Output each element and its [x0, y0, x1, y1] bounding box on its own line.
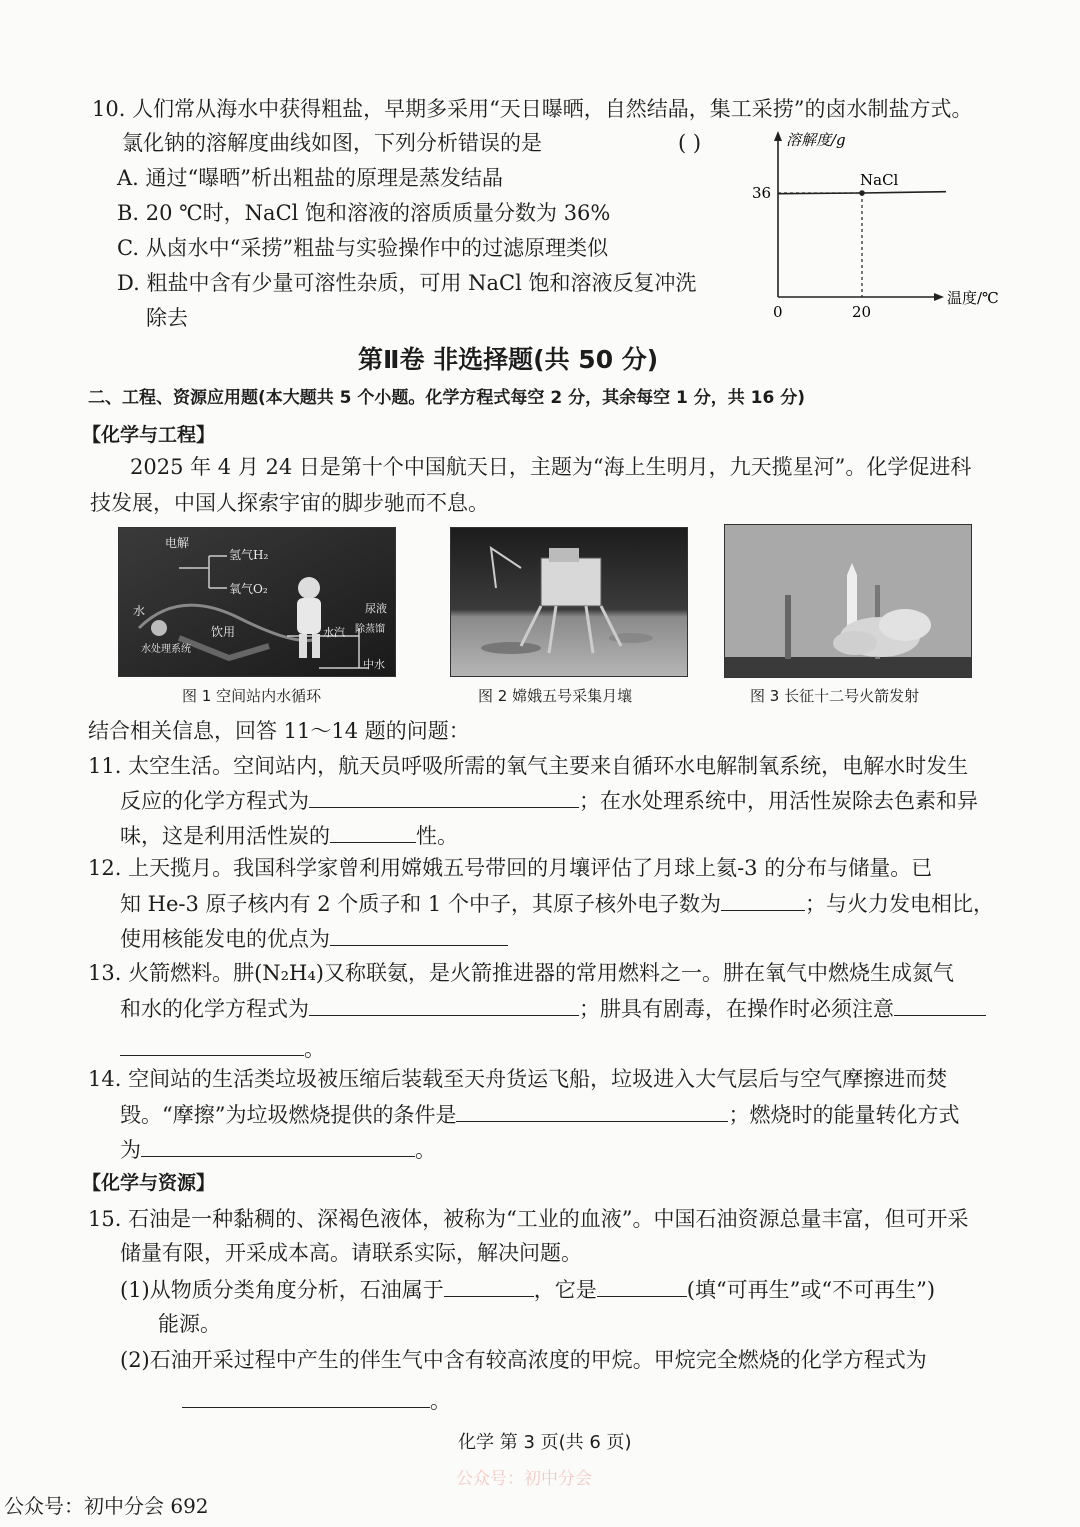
q14-line2: 毁。“摩擦”为垃圾燃烧提供的条件是 ；燃烧时的能量转化方式 — [120, 1099, 959, 1130]
x-axis-label: 温度/℃ — [947, 289, 999, 307]
fig1-label-electrolysis: 电解 — [165, 536, 190, 550]
fig1-label-oxygen: 氧气O₂ — [229, 582, 268, 596]
q15-renewable-blank[interactable] — [597, 1274, 687, 1297]
q10-option-b: B. 20 ℃时，NaCl 饱和溶液的溶质质量分数为 36% — [117, 201, 611, 225]
q13-equation-blank[interactable] — [309, 993, 579, 1016]
q10-line1: 10. 人们常从海水中获得粗盐，早期多采用“天日曝晒，自然结晶，集工采捞”的卤水制盐方式。 — [92, 97, 973, 121]
origin-label: 0 — [773, 303, 783, 321]
q15-class-blank[interactable] — [444, 1274, 534, 1297]
q13-caution-blank-a[interactable] — [894, 993, 986, 1016]
q11-line3: 味，这是利用活性炭的 性。 — [120, 820, 458, 851]
series-label-nacl: NaCl — [860, 171, 899, 189]
fig1-label-vapor: 水汽 — [323, 626, 345, 639]
q15-sub2-answer: 。 — [182, 1385, 451, 1416]
q15-equation-blank[interactable] — [182, 1385, 430, 1408]
q12-electron-blank[interactable] — [721, 888, 805, 911]
q10-option-d: D. 粗盐中含有少量可溶性杂质，可用 NaCl 饱和溶液反复冲洗 — [117, 271, 697, 295]
q10-option-c: C. 从卤水中“采捞”粗盐与实验操作中的过滤原理类似 — [117, 236, 609, 260]
q10-option-d-cont: 除去 — [146, 306, 188, 330]
combine-instruction: 结合相关信息，回答 11～14 题的问题： — [88, 719, 470, 743]
tag-engineering: 【化学与工程】 — [82, 424, 216, 446]
q13-line3: 。 — [120, 1033, 325, 1064]
fig1-caption: 图 1 空间站内水循环 — [182, 687, 322, 705]
q12-line3: 使用核能发电的优点为 — [120, 923, 508, 954]
x-tick-label-20: 20 — [852, 303, 872, 321]
section-header: 二、工程、资源应用题(本大题共 5 个小题。化学方程式每空 2 分，其余每空 1 分，共 16 分) — [88, 388, 806, 408]
tag-resources: 【化学与资源】 — [82, 1172, 216, 1194]
q15-sub1-cont: 能源。 — [158, 1312, 221, 1336]
page-number: 化学 第 3 页(共 6 页) — [458, 1432, 632, 1453]
x-axis-arrow-icon — [934, 293, 944, 301]
q13-caution-blank-b[interactable] — [120, 1033, 304, 1056]
fig1-label-urine: 尿液 — [365, 602, 387, 615]
y-tick-label-36: 36 — [752, 184, 772, 202]
q10-answer-paren: ( ) — [678, 131, 702, 155]
solubility-chart — [745, 125, 1065, 325]
q14-line1: 14. 空间站的生活类垃圾被压缩后装载至天舟货运飞船，垃圾进入大气层后与空气摩擦进而焚 — [88, 1067, 948, 1091]
q10-option-a: A. 通过“曝晒”析出粗盐的原理是蒸发结晶 — [117, 166, 503, 190]
fig1-label-hydrogen: 氢气H₂ — [229, 548, 269, 562]
q13-line1: 13. 火箭燃料。肼(N₂H₄)又称联氨，是火箭推进器的常用燃料之一。肼在氧气中燃烧生成氮气 — [88, 961, 954, 985]
q15-sub1: (1)从物质分类角度分析，石油属于 ，它是 (填“可再生”或“不可再生”) — [120, 1274, 935, 1305]
q14-line3: 为 。 — [120, 1134, 436, 1165]
fig2-caption: 图 2 嫦娥五号采集月壤 — [478, 687, 633, 705]
y-axis-label: 溶解度/g — [786, 131, 846, 149]
watermark-left: 公众号：初中分会 692 — [4, 1494, 209, 1518]
q14-condition-blank[interactable] — [456, 1099, 728, 1122]
q11-equation-blank[interactable] — [309, 785, 579, 808]
fig1-label-drink: 饮用 — [211, 625, 236, 639]
q12-advantage-blank[interactable] — [330, 923, 508, 946]
q13-line2: 和水的化学方程式为 ；肼具有剧毒，在操作时必须注意 — [120, 993, 986, 1024]
q10-line2: 氯化钠的溶解度曲线如图，下列分析错误的是 — [122, 131, 542, 155]
figure-2-lander-photo — [450, 527, 688, 677]
fig1-label-treatment: 水处理系统 — [141, 644, 191, 655]
q11-line1: 11. 太空生活。空间站内，航天员呼吸所需的氧气主要来自循环水电解制氧系统，电解水时发生 — [88, 754, 969, 778]
part2-title: 第Ⅱ卷 非选择题(共 50 分) — [358, 345, 659, 374]
fig1-label-water: 水 — [133, 604, 146, 618]
watermark-center: 公众号：初中分会 — [456, 1469, 592, 1489]
q11-line2: 反应的化学方程式为 ；在水处理系统中，用活性炭除去色素和异 — [120, 785, 978, 816]
intro-line2: 技发展，中国人探索宇宙的脚步驰而不息。 — [90, 491, 489, 515]
fig1-label-middle: 中水 — [363, 658, 385, 671]
water-drop-icon — [151, 620, 167, 636]
y-axis-arrow-icon — [774, 131, 782, 141]
q12-line2: 知 He-3 原子核内有 2 个质子和 1 个中子，其原子核外电子数为 ；与火力发电相比， — [120, 888, 994, 919]
fig1-label-distill: 除蒸馏 — [355, 624, 385, 635]
q15-line2: 储量有限，开采成本高。请联系实际，解决问题。 — [120, 1241, 582, 1265]
q15-line1: 15. 石油是一种黏稠的、深褐色液体，被称为“工业的血液”。中国石油资源总量丰富，但可开采 — [88, 1207, 969, 1231]
point-20-36 — [859, 190, 865, 196]
intro-line1: 2025 年 4 月 24 日是第十个中国航天日，主题为“海上生明月，九天揽星河”。化学促进科 — [130, 455, 972, 479]
fig3-caption: 图 3 长征十二号火箭发射 — [750, 687, 920, 705]
q12-line1: 12. 上天揽月。我国科学家曾利用嫦娥五号带回的月壤评估了月球上氦-3 的分布与储量。已 — [88, 856, 933, 880]
q14-energy-blank[interactable] — [141, 1134, 415, 1157]
q15-sub2: (2)石油开采过程中产生的伴生气中含有较高浓度的甲烷。甲烷完全燃烧的化学方程式为 — [120, 1348, 927, 1372]
q11-property-blank[interactable] — [330, 820, 416, 843]
figure-3-rocket-photo — [724, 524, 972, 678]
figure-1-water-cycle — [118, 527, 396, 677]
